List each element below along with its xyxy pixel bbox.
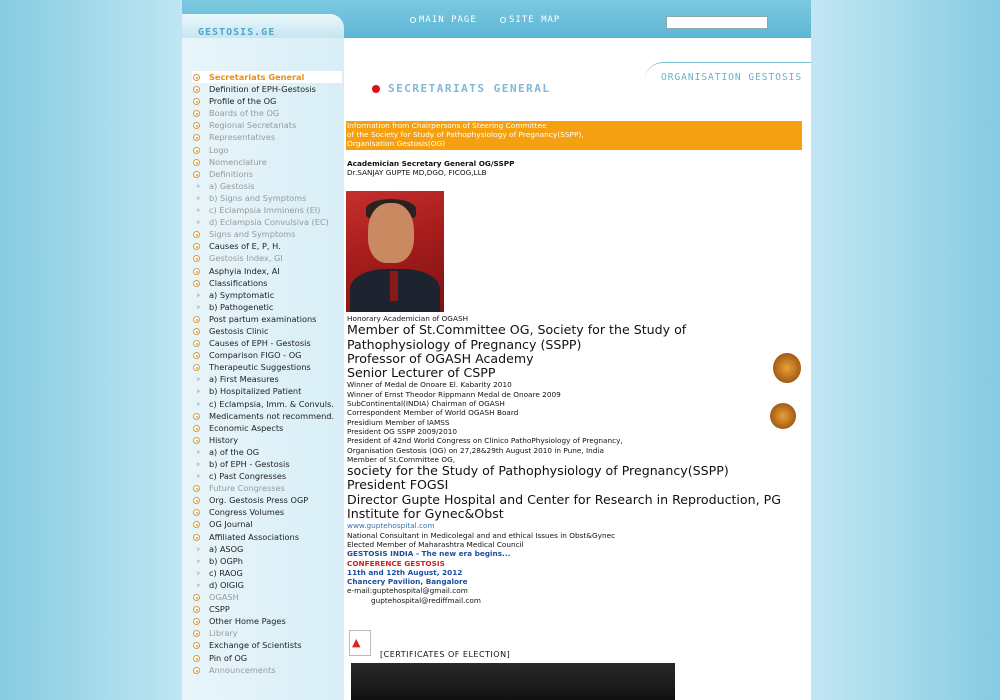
sidebar-item-label: Announcements [209,664,276,675]
sidebar-item-label: Representatives [209,132,276,143]
sidebar-item-label: History [209,434,239,445]
bullet-icon [193,509,200,516]
arrow-icon: ▹ [197,375,201,384]
sidebar-item-label: OG Journal [209,519,253,530]
sidebar-item[interactable] [192,531,342,543]
sidebar-item-label: Post partum examinations [209,313,317,324]
bullet-icon [193,655,200,662]
arrow-icon: ▹ [197,580,201,589]
banner-line: Organisation Gestosis(OG) [347,138,446,148]
sidebar-item[interactable] [192,385,342,397]
bullet-icon [193,231,200,238]
sidebar-item[interactable] [192,482,342,494]
bullet-icon [193,134,200,141]
bullet-icon [193,364,200,371]
sidebar-item-label: Boards of the OG [209,108,280,119]
sidebar-item[interactable] [192,107,342,119]
banner-line: of the Society for Study of Pathophysiology of Pregnancy(SSPP), [347,129,584,139]
sidebar-item-label: Classifications [209,277,268,288]
sidebar-item[interactable] [192,119,342,131]
sidebar-item-label: Signs and Symptoms [209,229,296,240]
arrow-icon: ▹ [197,218,201,227]
arrow-icon: ▹ [197,181,201,190]
sidebar-item-label: Causes of EPH - Gestosis [209,338,311,349]
sidebar-item[interactable] [192,652,342,664]
site-map-link[interactable] [500,15,560,25]
arrow-icon: ▹ [197,472,201,481]
page-title [372,82,550,95]
sidebar-item[interactable] [192,470,342,482]
sidebar-item-label: Future Congresses [209,483,285,494]
sidebar-item-label: Therapeutic Suggestions [209,362,311,373]
bullet-icon [193,606,200,613]
sidebar-item[interactable] [192,579,342,591]
sidebar-item[interactable] [192,591,342,603]
arrow-icon: ▹ [197,193,201,202]
org-tab: ORGANISATION GESTOSIS [645,62,811,88]
sidebar-item[interactable] [192,627,342,639]
detail-line: Organisation Gestosis (OG) on 27,28&29th August 2010 in Pune, India [347,445,604,455]
sidebar-item[interactable] [192,325,342,337]
certificate-image [351,663,675,700]
detail-line: Correspondent Member of World OGASH Board [347,408,519,418]
site-map-label: SITE MAP [509,15,561,25]
sidebar-item-label: b) Hospitalized Patient [209,386,302,397]
person-name: Dr.SANJAY GUPTE MD,DGO, FICOG,LLB [347,168,487,178]
sidebar-item-label: c) Past Congresses [209,471,287,482]
sidebar-item-label: Secretariats General [209,72,305,82]
bullet-icon [193,86,200,93]
bullet-icon [410,17,416,23]
bullet-icon [193,255,200,262]
details-block [347,314,781,605]
sidebar-item[interactable] [192,373,342,385]
person-role: Academician Secretary General OG/SSPP [347,159,515,168]
sidebar-item[interactable] [192,664,342,676]
sidebar-item-label: a) ASOG [209,543,244,554]
sidebar-item-label: Nomenclature [209,156,267,167]
bullet-icon [193,618,200,625]
bullet-icon [193,171,200,178]
email-line: e-mail:guptehospital@gmail.com [347,586,468,596]
sidebar-item-label: b) OGPh [209,555,243,566]
sidebar-item[interactable] [192,555,342,567]
sidebar-item-label: a) of the OG [209,446,260,457]
arrow-icon: ▹ [197,290,201,299]
detail-line: Winner of Medal de Onoare El. Kabarity 2010 [347,380,512,390]
sidebar-item[interactable] [192,144,342,156]
sidebar-item-label: Asphyia Index, AI [209,265,280,276]
sidebar-item[interactable] [192,301,342,313]
bullet-icon [193,413,200,420]
arrow-icon: ▹ [197,460,201,468]
sidebar-item[interactable] [192,156,342,168]
sidebar-item[interactable] [192,265,342,277]
bullet-icon [193,98,200,105]
sidebar-item[interactable] [192,506,342,518]
bullet-icon [193,159,200,166]
sidebar-item-label: Medicaments not recommend. [209,410,335,421]
sidebar-item[interactable] [192,434,342,446]
sidebar-item[interactable] [192,228,342,240]
detail-line: society for the Study of Pathophysiology of Pregnancy(SSPP) [347,463,729,479]
detail-line: Professor of OGASH Academy [347,350,534,366]
sidebar-item-label: Gestosis Index, GI [209,253,283,264]
sidebar-item[interactable] [192,361,342,373]
sidebar-item[interactable] [192,639,342,651]
detail-line: 11th and 12th August, 2012 [347,567,463,577]
detail-line: National Consultant in Medicolegal and and ethical Issues in Obst&Gynec [347,530,616,540]
sidebar-item[interactable] [192,180,342,192]
sidebar-item-label: Logo [209,144,229,155]
sidebar-item[interactable] [192,95,342,107]
main-page-label: MAIN PAGE [419,15,477,25]
website-link[interactable]: www.guptehospital.com [347,521,435,531]
detail-line: Winner of Ernst Theodor Rippmann Medal de Onoare 2009 [347,389,561,399]
bullet-icon [193,268,200,275]
medal-icon [770,403,796,429]
sidebar-item[interactable] [192,289,342,301]
sidebar-item-label: a) Symptomatic [209,289,275,300]
sidebar-item-label: d) OIGIG [209,579,244,590]
bullet-icon [193,110,200,117]
sidebar-item-label: OGASH [209,592,239,603]
arrow-icon: ▹ [197,568,201,577]
sidebar-item-label: Causes of E, P, H. [209,241,281,252]
arrow-icon: ▹ [197,556,201,565]
detail-line: Elected Member of Maharashtra Medical Council [347,539,524,549]
sidebar-item-label: d) Eclampsia Convulsiva (EC) [209,217,329,228]
sidebar-item-label: Profile of the OG [209,96,277,107]
sidebar-item-label: Org. Gestosis Press OGP [209,495,309,506]
sidebar-item[interactable] [192,422,342,434]
portrait-photo [346,191,444,312]
arrow-icon: ▹ [197,387,201,396]
bullet-icon [193,425,200,432]
banner-line: Information from Chairpersons of Steering Committee [347,121,547,130]
page-title-text: SECRETARIATS GENERAL [388,82,551,95]
bullet-icon [193,340,200,347]
sidebar-item[interactable] [192,216,342,228]
detail-line: Senior Lecturer of CSPP [347,365,496,381]
detail-line: Institute for Gynec&Obst [347,506,504,522]
sidebar-item[interactable] [192,277,342,289]
bullet-icon [193,630,200,637]
bullet-icon [193,534,200,541]
sidebar-item[interactable] [192,192,342,204]
sidebar-item[interactable] [192,337,342,349]
person-header [347,159,807,178]
site-logo[interactable]: GESTOSIS.GE [182,14,344,42]
info-banner [346,121,802,150]
medal-icon [773,353,801,383]
sidebar-item[interactable] [192,410,342,422]
detail-line: Member of St.Committee OG, Society for the Study of Pathophysiology of Pregnancy (SSPP) [347,322,687,352]
arrow-icon: ▹ [197,302,201,311]
arrow-icon: ▹ [197,544,201,553]
bullet-icon [193,147,200,154]
certificates-link[interactable]: [CERTIFICATES OF ELECTION] [380,650,511,659]
sidebar-item[interactable] [192,71,342,83]
bullet-icon [193,667,200,674]
search-input[interactable] [666,16,768,29]
detail-line: Member of St.Committee OG, [347,454,456,464]
sidebar-item-label: b) Signs and Symptoms [209,192,307,203]
sidebar-menu [192,71,342,676]
bullet-icon [500,17,506,23]
bullet-icon [193,497,200,504]
sidebar-item-label: Exchange of Scientists [209,640,302,651]
bullet-icon [193,594,200,601]
sidebar-item[interactable] [192,168,342,180]
sidebar-item[interactable] [192,494,342,506]
sidebar-item-label: Comparison FIGO - OG [209,350,302,361]
sidebar-item-label: c) Eclampsia Imminens (EI) [209,205,321,216]
sidebar-item-label: c) RAOG [209,567,243,578]
sidebar-item[interactable] [192,83,342,95]
bullet-icon [193,122,200,129]
sidebar-item[interactable] [192,252,342,264]
sidebar-item[interactable] [192,543,342,555]
sidebar-item[interactable] [192,615,342,627]
detail-line: Presidium Member of IAMSS [347,417,450,427]
sidebar-item[interactable] [192,446,342,458]
sidebar-item[interactable] [192,567,342,579]
detail-line: Chancery Pavilion, Bangalore [347,577,468,587]
bullet-icon [193,316,200,323]
sidebar-item[interactable] [192,313,342,325]
sidebar-item-label: b) Pathogenetic [209,301,274,312]
main-page-link[interactable] [410,15,477,25]
bullet-icon [193,521,200,528]
detail-line: Honorary Academician of OGASH [347,314,469,323]
detail-line: CONFERENCE GESTOSIS [347,558,445,568]
sidebar-item[interactable] [192,204,342,216]
bullet-icon [193,328,200,335]
sidebar-item[interactable] [192,131,342,143]
sidebar-item-label: b) of EPH - Gestosis [209,459,290,469]
sidebar-item-label: Affiliated Associations [209,531,300,542]
sidebar-item[interactable] [192,240,342,252]
sidebar-item[interactable] [192,458,342,470]
sidebar-item-label: Gestosis Clinic [209,325,269,336]
page-container [182,0,811,700]
sidebar-item-label: c) Eclampsia, Imm. & Convuls. [209,398,334,409]
bullet-icon [193,437,200,444]
arrow-icon: ▹ [197,206,201,215]
sidebar-item-label: Regional Secretariats [209,120,297,131]
bullet-icon [193,642,200,649]
sidebar-item-label: CSPP [209,604,230,615]
detail-line: Director Gupte Hospital and Center for Research in Reproduction, PG [347,491,781,507]
email-line: guptehospital@rediffmail.com [371,595,481,605]
bullet-icon [193,280,200,287]
sidebar-item[interactable] [192,349,342,361]
pdf-icon[interactable]: ▲ [349,630,371,656]
sidebar-item-label: a) First Measures [209,374,279,385]
sidebar-item-label: Library [209,628,238,639]
sidebar-item-label: Other Home Pages [209,616,286,627]
bullet-icon [193,74,200,81]
sidebar-item-label: Pin of OG [209,652,248,663]
detail-line: President FOGSI [347,477,449,493]
sidebar-item[interactable] [192,398,342,410]
sidebar-item[interactable] [192,603,342,615]
bullet-icon [193,485,200,492]
bullet-icon [193,243,200,250]
sidebar-item-label: Definitions [209,168,253,179]
detail-line: President of 42nd World Congress on Clinico PathoPhysiology of Pregnancy, [347,436,623,446]
sidebar-item-label: a) Gestosis [209,180,255,191]
bullet-icon [193,352,200,359]
sidebar-item-label: Economic Aspects [209,422,284,433]
detail-line: President OG SSPP 2009/2010 [347,426,458,436]
sidebar-item-label: Congress Volumes [209,507,285,518]
red-dot-icon [372,85,380,93]
arrow-icon: ▹ [197,447,201,456]
sidebar-item-label: Definition of EPH-Gestosis [209,84,316,95]
arrow-icon: ▹ [197,399,201,408]
sidebar-item[interactable] [192,518,342,530]
detail-line: SubContinental(INDIA) Chairman of OGASH [347,399,505,409]
detail-line: GESTOSIS INDIA - The new era begins... [347,549,511,559]
